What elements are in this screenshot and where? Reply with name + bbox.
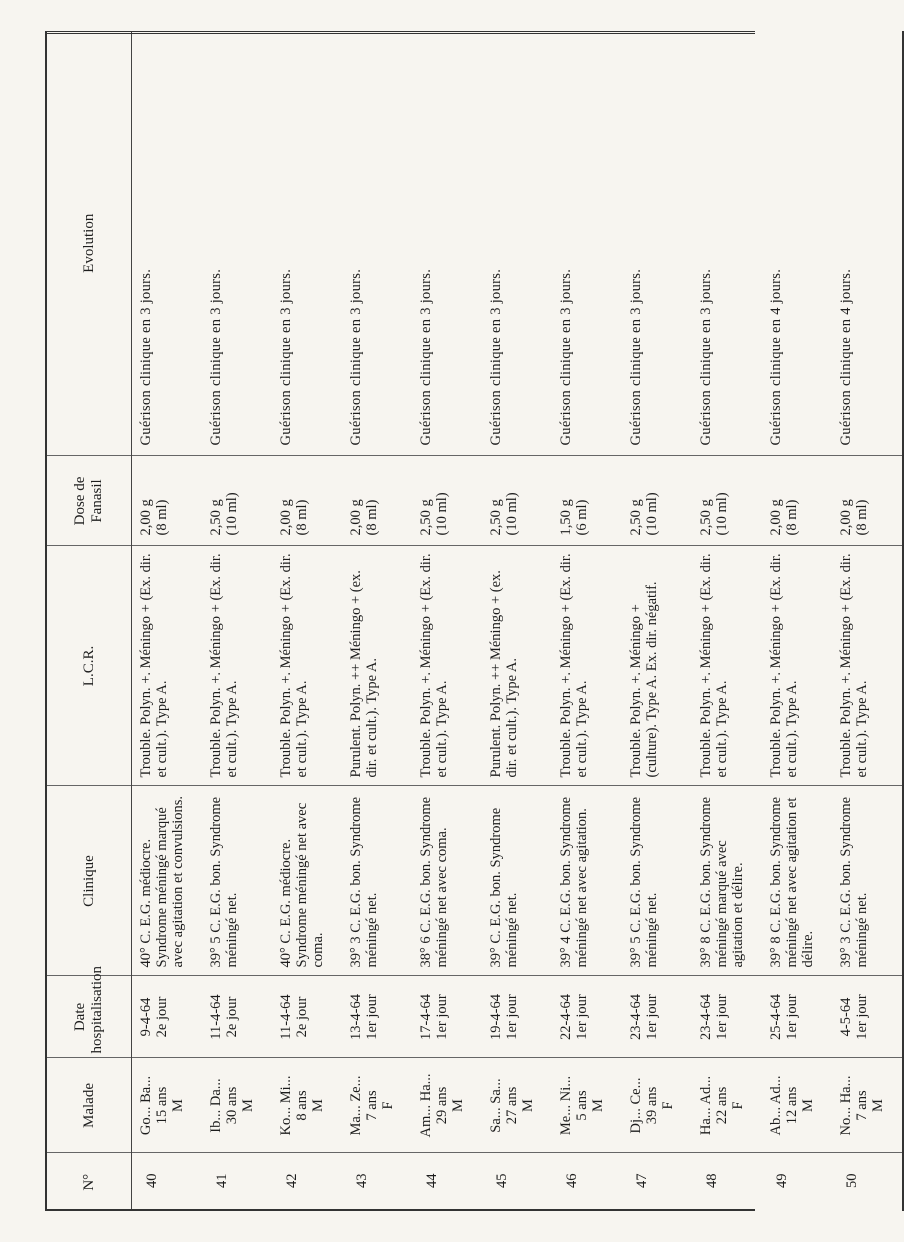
dose-grams: 2,50 g <box>698 499 714 536</box>
cell-date <box>762 976 832 1058</box>
clinical-text: 38° 6 C. E.G. bon. Syndrome méningé net avec coma. <box>418 796 451 968</box>
admission-date: 22-4-64 <box>558 994 574 1040</box>
dose-grams: 2,00 g <box>348 499 364 536</box>
case-number: 45 <box>494 1173 510 1188</box>
patient-age: 15 ans <box>154 1086 171 1125</box>
patient-initials: Dj... Ce... <box>628 1077 644 1134</box>
case-number: 50 <box>844 1173 860 1188</box>
patient-initials: Me... Ni... <box>558 1075 574 1136</box>
evolution-text: Guérison clinique en 3 jours. <box>278 268 294 446</box>
admission-date: 25-4-64 <box>768 994 784 1040</box>
patient-initials: Ab... Ad... <box>768 1075 784 1136</box>
patient-initials: Go... Ba... <box>138 1075 154 1136</box>
patient-initials: Ko... Mi... <box>278 1075 294 1136</box>
patient-sex: M <box>310 1099 327 1112</box>
patient-initials: Ma... Ze... <box>348 1075 364 1136</box>
case-number: 41 <box>214 1173 230 1188</box>
illness-day: 1er jour <box>434 994 451 1040</box>
clinical-text: 40° C. E.G. médiocre. Syndrome méningé marqué avec agitation et convulsions. <box>138 795 187 968</box>
illness-day: 1er jour <box>714 994 731 1040</box>
admission-date: 11-4-64 <box>278 994 294 1040</box>
header-evolution: Evolution <box>46 31 132 456</box>
dose-ml: (8 ml) <box>784 499 801 536</box>
case-number: 49 <box>774 1173 790 1188</box>
cell-malade <box>832 1058 903 1153</box>
patient-initials: Ha... Ad... <box>698 1075 714 1136</box>
lcr-text: Trouble. Polyn. +. Méningo + (Ex. dir. et cult.). Type A. <box>418 553 451 778</box>
patient-age: 29 ans <box>434 1086 451 1125</box>
clinical-text: 39° 4 C. E.G. bon. Syndrome méningé net avec agitation. <box>558 796 591 968</box>
table-row <box>762 31 832 1211</box>
dose-grams: 2,50 g <box>208 499 224 536</box>
lcr-text: Purulent. Polyn. ++ Méningo + (ex. dir. et cult.). Type A. <box>488 570 521 778</box>
evolution-text: Guérison clinique en 3 jours. <box>628 268 644 446</box>
header-dose: Dose de Fanasil <box>46 456 132 546</box>
lcr-text: Trouble. Polyn. +. Méningo + (Ex. dir. et cult.). Type A. <box>138 553 171 778</box>
illness-day: 2e jour <box>154 996 171 1038</box>
admission-date: 11-4-64 <box>208 994 224 1040</box>
patient-sex: M <box>240 1099 257 1112</box>
header-clinique: Clinique <box>46 786 132 976</box>
table-frame <box>45 31 755 1211</box>
illness-day: 1er jour <box>644 994 661 1040</box>
patient-initials: Am... Ha... <box>418 1073 434 1138</box>
clinical-text: 40° C. E.G. médiocre. Syndrome méningé net avec coma. <box>278 802 327 968</box>
patient-age: 27 ans <box>504 1086 521 1125</box>
dose-ml: (8 ml) <box>854 499 871 536</box>
cell-clinique <box>832 786 903 976</box>
cell-malade <box>762 1058 832 1153</box>
admission-date: 19-4-64 <box>488 994 504 1040</box>
patient-age: 39 ans <box>644 1086 661 1125</box>
lcr-text: Trouble. Polyn. +. Méningo + (Ex. dir. et cult.). Type A. <box>698 553 731 778</box>
cell-date <box>832 976 903 1058</box>
evolution-text: Guérison clinique en 3 jours. <box>488 268 504 446</box>
patient-sex: M <box>170 1099 187 1112</box>
clinical-text: 39° 8 C. E.G. bon. Syndrome méningé marqué avec agitation et délire. <box>698 796 747 968</box>
dose-grams: 2,50 g <box>628 499 644 536</box>
patient-sex: M <box>590 1099 607 1112</box>
evolution-text: Guérison clinique en 3 jours. <box>558 268 574 446</box>
admission-date: 4-5-64 <box>838 997 854 1037</box>
dose-ml: (8 ml) <box>364 499 381 536</box>
cell-no <box>762 1153 832 1211</box>
cell-dose <box>832 456 903 546</box>
lcr-text: Trouble. Polyn. +. Méningo + (culture). Type A. Ex. dir. négatif. <box>628 581 661 778</box>
illness-day: 1er jour <box>574 994 591 1040</box>
cell-lcr <box>832 546 903 786</box>
header-date: Date hospitalisation <box>46 976 132 1058</box>
case-number: 48 <box>704 1173 720 1188</box>
cell-no <box>832 1153 903 1211</box>
cell-lcr <box>762 546 832 786</box>
clinical-text: 39° 5 C. E.G. bon. Syndrome méningé net. <box>628 796 661 968</box>
illness-day: 1er jour <box>784 994 801 1040</box>
dose-ml: (10 ml) <box>224 492 241 536</box>
patient-age: 30 ans <box>224 1086 241 1125</box>
patient-sex: F <box>730 1101 747 1110</box>
lcr-text: Trouble. Polyn. +. Méningo + (Ex. dir. et cult.). Type A. <box>838 553 871 778</box>
admission-date: 13-4-64 <box>348 994 364 1040</box>
dose-ml: (10 ml) <box>434 492 451 536</box>
dose-grams: 2,00 g <box>838 499 854 536</box>
evolution-text: Guérison clinique en 3 jours. <box>698 268 714 446</box>
dose-grams: 2,00 g <box>278 499 294 536</box>
rotated-table-page <box>45 31 887 1211</box>
illness-day: 1er jour <box>364 994 381 1040</box>
patient-sex: F <box>380 1101 397 1110</box>
patient-age: 8 ans <box>294 1090 311 1121</box>
admission-date: 9-4-64 <box>138 997 154 1037</box>
clinical-text: 39° 5 C. E.G. bon. Syndrome méningé net. <box>208 796 241 968</box>
lcr-text: Trouble. Polyn. +. Méningo + (Ex. dir. et cult.). Type A. <box>558 553 591 778</box>
evolution-text: Guérison clinique en 3 jours. <box>208 268 224 446</box>
case-number: 40 <box>144 1173 160 1188</box>
case-number: 47 <box>634 1173 650 1188</box>
header-no: N° <box>46 1153 132 1211</box>
cell-clinique <box>762 786 832 976</box>
evolution-text: Guérison clinique en 3 jours. <box>418 268 434 446</box>
patient-initials: Ib... Da... <box>208 1078 224 1133</box>
patient-sex: M <box>450 1099 467 1112</box>
case-number: 44 <box>424 1173 440 1188</box>
patient-age: 5 ans <box>574 1090 591 1121</box>
header-malade: Malade <box>46 1058 132 1153</box>
admission-date: 17-4-64 <box>418 994 434 1040</box>
illness-day: 2e jour <box>224 996 241 1038</box>
case-number: 46 <box>564 1173 580 1188</box>
patient-initials: Sa... Sa... <box>488 1078 504 1133</box>
patient-sex: M <box>870 1099 887 1112</box>
case-number: 43 <box>354 1173 370 1188</box>
evolution-text: Guérison clinique en 4 jours. <box>768 268 784 446</box>
patient-age: 7 ans <box>364 1090 381 1121</box>
illness-day: 1er jour <box>504 994 521 1040</box>
clinical-text: 39° C. E.G. bon. Syndrome méningé net. <box>488 807 521 968</box>
illness-day: 1er jour <box>854 994 871 1040</box>
dose-ml: (10 ml) <box>504 492 521 536</box>
dose-grams: 2,00 g <box>138 499 154 536</box>
cell-dose <box>762 456 832 546</box>
patient-initials: No... Ha... <box>838 1075 854 1136</box>
dose-grams: 1,50 g <box>558 499 574 536</box>
dose-ml: (6 ml) <box>574 499 591 536</box>
lcr-text: Trouble. Polyn. +. Méningo + (Ex. dir. et cult.). Type A. <box>278 553 311 778</box>
table-row <box>832 31 903 1211</box>
illness-day: 2e jour <box>294 996 311 1038</box>
case-number: 42 <box>284 1173 300 1188</box>
patient-sex: M <box>520 1099 537 1112</box>
lcr-text: Trouble. Polyn. +. Méningo + (Ex. dir. et cult.). Type A. <box>768 553 801 778</box>
patient-age: 7 ans <box>854 1090 871 1121</box>
dose-ml: (10 ml) <box>644 492 661 536</box>
evolution-text: Guérison clinique en 4 jours. <box>838 268 854 446</box>
patient-age: 12 ans <box>784 1086 801 1125</box>
admission-date: 23-4-64 <box>628 994 644 1040</box>
lcr-text: Purulent. Polyn. ++ Méningo + (ex. dir. et cult.). Type A. <box>348 570 381 778</box>
evolution-text: Guérison clinique en 3 jours. <box>138 268 154 446</box>
patient-sex: M <box>800 1099 817 1112</box>
dose-grams: 2,50 g <box>418 499 434 536</box>
cell-evolution <box>762 31 832 456</box>
header-lcr: L.C.R. <box>46 546 132 786</box>
dose-grams: 2,00 g <box>768 499 784 536</box>
dose-ml: (8 ml) <box>154 499 171 536</box>
dose-ml: (10 ml) <box>714 492 731 536</box>
admission-date: 23-4-64 <box>698 994 714 1040</box>
clinical-text: 39° 8 C. E.G. bon. Syndrome méningé net avec agitation et délire. <box>768 796 817 968</box>
patient-sex: F <box>660 1101 677 1110</box>
clinical-text: 39° 3 C. E.G. bon. Syndrome méningé net. <box>838 796 871 968</box>
cell-evolution <box>832 31 903 456</box>
dose-grams: 2,50 g <box>488 499 504 536</box>
evolution-text: Guérison clinique en 3 jours. <box>348 268 364 446</box>
dose-ml: (8 ml) <box>294 499 311 536</box>
lcr-text: Trouble. Polyn. +. Méningo + (Ex. dir. et cult.). Type A. <box>208 553 241 778</box>
patient-age: 22 ans <box>714 1086 731 1125</box>
clinical-text: 39° 3 C. E.G. bon. Syndrome méningé net. <box>348 796 381 968</box>
